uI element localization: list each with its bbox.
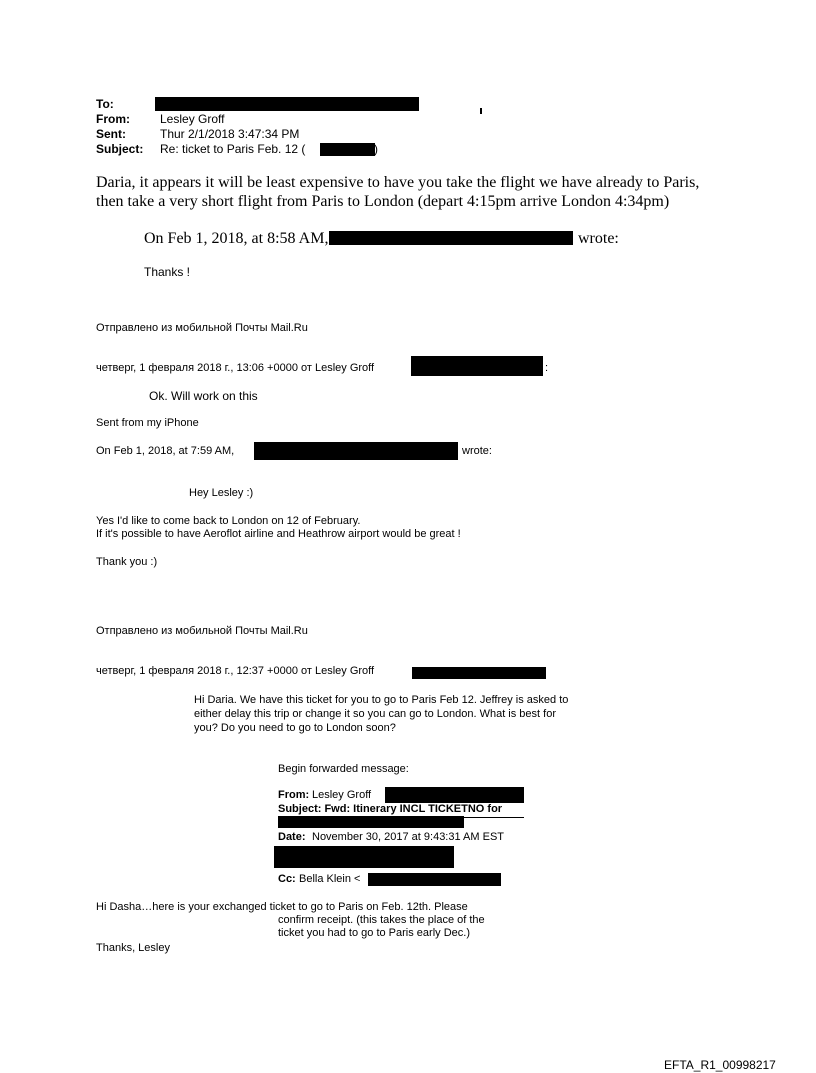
thursday-header-1-suffix: : (545, 362, 549, 374)
redacted-fwd-cc (368, 873, 501, 886)
hi-daria-line-1: Hi Daria. We have this ticket for you to go to Paris Feb 12. Jeffrey is asked to (194, 694, 569, 706)
stray-mark (480, 108, 482, 114)
reply-paragraph-line-2: then take a very short flight from Paris to London (depart 4:15pm arrive London 4:34pm) (96, 193, 670, 210)
quote-header-prefix: On Feb 1, 2018, at 8:58 AM, (144, 230, 329, 247)
thursday-header-2: четверг, 1 февраля 2018 г., 12:37 +0000 от Lesley Groff (96, 665, 375, 677)
redacted-sender-email (329, 231, 573, 245)
ok-line: Ok. Will work on this (149, 389, 258, 403)
mailru-signature-1: Отправлено из мобильной Почты Mail.Ru (96, 322, 308, 334)
sent-from-iphone: Sent from my iPhone (96, 417, 199, 429)
fwd-subject: Subject: Fwd: Itinerary INCL TICKETNO for (278, 803, 503, 815)
redacted-to-address (155, 97, 419, 111)
fwd-date-value: November 30, 2017 at 9:43:31 AM EST (312, 831, 505, 843)
begin-forwarded-message: Begin forwarded message: (278, 763, 409, 775)
request-line-2: If it's possible to have Aeroflot airline and Heathrow airport would be great ! (96, 528, 461, 540)
request-line-1: Yes I'd like to come back to London on 12 of February. (96, 515, 361, 527)
fwd-from-value: Lesley Groff (312, 789, 372, 801)
hi-dasha-line-2: confirm receipt. (this takes the place of the (278, 914, 485, 926)
signoff-thanks-lesley: Thanks, Lesley (96, 942, 170, 954)
subject-value: Re: ticket to Paris Feb. 12 ( (160, 142, 306, 156)
thank-you-line: Thank you :) (96, 556, 158, 568)
mailru-signature-2: Отправлено из мобильной Почты Mail.Ru (96, 625, 308, 637)
from-value: Lesley Groff (160, 112, 225, 126)
redacted-fwd-subject (278, 816, 464, 828)
fwd-date-label: Date: (278, 831, 306, 843)
to-label: To: (96, 97, 114, 111)
sent-value: Thur 2/1/2018 3:47:34 PM (160, 127, 300, 141)
fwd-cc-value: Bella Klein < (299, 873, 361, 885)
quote-2-header-prefix: On Feb 1, 2018, at 7:59 AM, (96, 445, 235, 457)
quote-header-suffix: wrote: (578, 230, 619, 247)
hey-lesley: Hey Lesley :) (189, 487, 254, 499)
document-id: EFTA_R1_00998217 (664, 1058, 776, 1072)
fwd-cc-label: Cc: (278, 873, 296, 885)
subject-close-paren: ) (374, 142, 378, 156)
thanks-line: Thanks ! (144, 265, 191, 279)
thursday-header-1: четверг, 1 февраля 2018 г., 13:06 +0000 от Lesley Groff (96, 362, 375, 374)
quote-2-header-suffix: wrote: (462, 445, 492, 457)
redacted-email-2 (254, 442, 458, 460)
subject-label: Subject: (96, 142, 144, 156)
hi-dasha-line-3: ticket you had to go to Paris early Dec.) (278, 927, 470, 939)
redacted-email-3 (412, 667, 546, 679)
from-label: From: (96, 112, 130, 126)
hi-daria-line-3: you? Do you need to go to London soon? (194, 722, 396, 734)
redacted-subject (320, 143, 375, 156)
fwd-from-label: From: (278, 789, 310, 801)
hi-dasha-line-1: Hi Dasha…here is your exchanged ticket to go to Paris on Feb. 12th. Please (96, 901, 468, 913)
reply-paragraph-line-1: Daria, it appears it will be least expensive to have you take the flight we have already to Paris, (96, 174, 700, 191)
hi-daria-line-2: either delay this trip or change it so you can go to London. What is best for (194, 708, 556, 720)
redacted-email-1 (411, 356, 543, 376)
redacted-fwd-to (274, 846, 454, 868)
redacted-fwd-from (385, 787, 524, 803)
sent-label: Sent: (96, 127, 126, 141)
